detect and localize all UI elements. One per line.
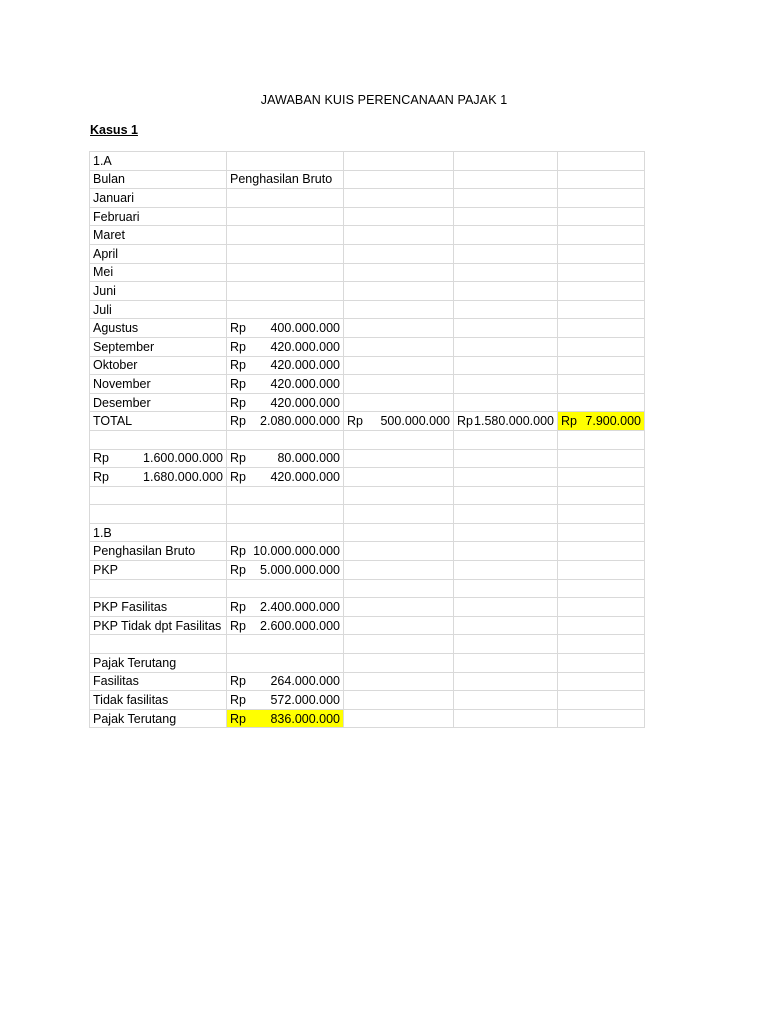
table-cell (454, 505, 558, 524)
table-cell (227, 542, 344, 561)
table-cell (558, 356, 645, 375)
table-cell (558, 393, 645, 412)
table-cell (227, 672, 344, 691)
table-row (90, 468, 645, 487)
table-cell (227, 691, 344, 710)
table-cell (558, 244, 645, 263)
table-row (90, 152, 645, 171)
table-cell (227, 282, 344, 301)
table-cell (90, 579, 227, 598)
amount-value: 2.400.000.000 (260, 600, 340, 615)
table-row (90, 561, 645, 580)
table-row (90, 691, 645, 710)
amount-value: 400.000.000 (270, 321, 340, 336)
table-cell (344, 337, 454, 356)
amount-value: 420.000.000 (270, 395, 340, 410)
table-row (90, 523, 645, 542)
table-row (90, 486, 645, 505)
table-row (90, 412, 645, 431)
table-cell (227, 152, 344, 171)
table-cell (558, 337, 645, 356)
table-cell (344, 523, 454, 542)
table-row (90, 375, 645, 394)
table-row (90, 282, 645, 301)
table-cell (454, 486, 558, 505)
table-cell: Juli (90, 300, 227, 319)
table-cell (558, 263, 645, 282)
amount-value: 10.000.000.000 (253, 544, 340, 559)
table-cell (558, 282, 645, 301)
table-cell (227, 505, 344, 524)
table-cell (344, 635, 454, 654)
table-cell (558, 319, 645, 338)
table-row (90, 319, 645, 338)
table-cell (454, 170, 558, 189)
table-cell (227, 300, 344, 319)
table-cell (454, 375, 558, 394)
table-row (90, 207, 645, 226)
table-cell (90, 449, 227, 468)
table-cell (344, 244, 454, 263)
amount-value: 420.000.000 (270, 376, 340, 391)
table-cell (227, 468, 344, 487)
table-cell (227, 561, 344, 580)
table-cell (344, 616, 454, 635)
currency-label: Rp (230, 321, 246, 336)
amount-value: 2.080.000.000 (260, 414, 340, 429)
table-row (90, 449, 645, 468)
currency-label: Rp (93, 451, 109, 466)
currency-label: Rp (457, 414, 473, 429)
table-cell (558, 468, 645, 487)
table-cell (227, 207, 344, 226)
table-cell (454, 635, 558, 654)
table-cell (344, 468, 454, 487)
table-cell (227, 579, 344, 598)
table-cell (344, 263, 454, 282)
amount-value: 420.000.000 (270, 339, 340, 354)
table-cell: 1.B (90, 523, 227, 542)
table-cell (344, 579, 454, 598)
table-cell (454, 189, 558, 208)
table-row (90, 244, 645, 263)
table-row (90, 579, 645, 598)
spreadsheet-table (89, 151, 645, 728)
amount-value: 420.000.000 (270, 469, 340, 484)
document-title: JAWABAN KUIS PERENCANAAN PAJAK 1 (260, 93, 508, 107)
currency-label: Rp (230, 600, 246, 615)
table-cell (454, 412, 558, 431)
amount-value: 264.000.000 (270, 674, 340, 689)
table-cell (454, 579, 558, 598)
table-cell: PKP Tidak dpt Fasilitas (90, 616, 227, 635)
table-cell (344, 486, 454, 505)
table-cell (227, 523, 344, 542)
table-cell (344, 152, 454, 171)
table-cell (454, 561, 558, 580)
table-cell (227, 598, 344, 617)
table-cell (454, 430, 558, 449)
table-cell (90, 635, 227, 654)
amount-value: 5.000.000.000 (260, 562, 340, 577)
table-cell (344, 654, 454, 673)
table-cell (558, 412, 645, 431)
table-cell (454, 468, 558, 487)
table-cell: November (90, 375, 227, 394)
table-cell: Pajak Terutang (90, 709, 227, 728)
amount-value: 1.580.000.000 (474, 414, 554, 429)
table-cell (344, 226, 454, 245)
currency-label: Rp (230, 469, 246, 484)
table-cell (227, 244, 344, 263)
currency-label: Rp (230, 693, 246, 708)
table-cell (344, 207, 454, 226)
currency-label: Rp (347, 414, 363, 429)
currency-label: Rp (230, 544, 246, 559)
table-row (90, 430, 645, 449)
table-cell (454, 356, 558, 375)
table-cell (558, 430, 645, 449)
table-row (90, 226, 645, 245)
table-cell (454, 207, 558, 226)
table-row (90, 189, 645, 208)
table-cell (344, 430, 454, 449)
table-row (90, 635, 645, 654)
table-cell (558, 300, 645, 319)
table-cell (454, 300, 558, 319)
amount-value: 7.900.000 (585, 414, 641, 429)
amount-value: 80.000.000 (277, 451, 340, 466)
currency-label: Rp (230, 711, 246, 726)
table-cell (227, 356, 344, 375)
table-cell (344, 319, 454, 338)
table-cell (558, 226, 645, 245)
table-cell (344, 561, 454, 580)
table-row (90, 300, 645, 319)
amount-value: 420.000.000 (270, 358, 340, 373)
currency-label: Rp (230, 451, 246, 466)
table-cell: Tidak fasilitas (90, 691, 227, 710)
table-cell (558, 207, 645, 226)
table-cell (454, 654, 558, 673)
table-cell (227, 393, 344, 412)
table-cell (90, 430, 227, 449)
table-cell (344, 505, 454, 524)
table-cell (344, 170, 454, 189)
table-cell (344, 691, 454, 710)
table-cell (558, 654, 645, 673)
table-cell: April (90, 244, 227, 263)
table-cell (227, 226, 344, 245)
table-cell: Desember (90, 393, 227, 412)
table-cell (344, 672, 454, 691)
table-cell (454, 449, 558, 468)
table-row (90, 356, 645, 375)
table-cell (454, 226, 558, 245)
currency-label: Rp (230, 358, 246, 373)
table-cell: Fasilitas (90, 672, 227, 691)
amount-value: 2.600.000.000 (260, 618, 340, 633)
table-cell (558, 691, 645, 710)
currency-label: Rp (561, 414, 577, 429)
table-cell (344, 412, 454, 431)
table-cell (454, 319, 558, 338)
table-cell (227, 189, 344, 208)
table-cell (344, 375, 454, 394)
table-cell (227, 654, 344, 673)
table-cell (227, 430, 344, 449)
table-cell (558, 505, 645, 524)
table-cell (454, 152, 558, 171)
table-cell (558, 170, 645, 189)
table-cell (227, 319, 344, 338)
table-row (90, 505, 645, 524)
table-cell: Januari (90, 189, 227, 208)
table-row (90, 616, 645, 635)
table-row (90, 170, 645, 189)
table-cell: 1.A (90, 152, 227, 171)
table-row (90, 598, 645, 617)
table-cell: Juni (90, 282, 227, 301)
table-cell: PKP Fasilitas (90, 598, 227, 617)
table-cell (90, 486, 227, 505)
table-cell (344, 449, 454, 468)
table-cell (344, 542, 454, 561)
currency-label: Rp (230, 414, 246, 429)
table-cell (558, 598, 645, 617)
table-cell (227, 375, 344, 394)
table-cell (558, 486, 645, 505)
table-cell (454, 542, 558, 561)
table-cell: Penghasilan Bruto (227, 170, 344, 189)
table-cell: Maret (90, 226, 227, 245)
table-cell (558, 616, 645, 635)
table-cell: September (90, 337, 227, 356)
table-cell (90, 468, 227, 487)
currency-label: Rp (230, 618, 246, 633)
amount-value: 836.000.000 (270, 711, 340, 726)
table-cell (558, 579, 645, 598)
table-cell (558, 523, 645, 542)
table-cell: Bulan (90, 170, 227, 189)
table-cell (344, 598, 454, 617)
table-cell (227, 449, 344, 468)
table-cell (344, 300, 454, 319)
table-row (90, 709, 645, 728)
table-cell (454, 616, 558, 635)
table-cell (227, 486, 344, 505)
amount-value: 1.680.000.000 (143, 469, 223, 484)
currency-label: Rp (230, 376, 246, 391)
table-cell (454, 282, 558, 301)
table-row (90, 672, 645, 691)
case-heading: Kasus 1 (90, 123, 138, 137)
table-cell (227, 412, 344, 431)
table-cell (454, 691, 558, 710)
table-cell (344, 393, 454, 412)
table-row (90, 654, 645, 673)
table-cell (454, 337, 558, 356)
table-cell (558, 152, 645, 171)
amount-value: 1.600.000.000 (143, 451, 223, 466)
table-cell: Agustus (90, 319, 227, 338)
amount-value: 572.000.000 (270, 693, 340, 708)
table-cell (558, 635, 645, 654)
table-cell (454, 263, 558, 282)
table-cell (227, 709, 344, 728)
currency-label: Rp (230, 395, 246, 410)
amount-value: 500.000.000 (380, 414, 450, 429)
table-cell (227, 337, 344, 356)
table-cell (227, 635, 344, 654)
table-row (90, 393, 645, 412)
table-cell (454, 244, 558, 263)
table-cell (558, 542, 645, 561)
table-cell (558, 672, 645, 691)
table-cell (454, 709, 558, 728)
table-cell (344, 709, 454, 728)
table-cell (558, 449, 645, 468)
table-cell (454, 393, 558, 412)
table-cell (344, 282, 454, 301)
table-cell (454, 523, 558, 542)
table-cell (344, 356, 454, 375)
currency-label: Rp (230, 339, 246, 354)
table-cell: Mei (90, 263, 227, 282)
table-cell (558, 375, 645, 394)
table-cell (558, 709, 645, 728)
table-row (90, 542, 645, 561)
table-cell (558, 189, 645, 208)
table-cell (227, 616, 344, 635)
table-cell (227, 263, 344, 282)
table-cell (454, 598, 558, 617)
table-row (90, 263, 645, 282)
table-cell: Pajak Terutang (90, 654, 227, 673)
table-cell: Februari (90, 207, 227, 226)
table-cell (344, 189, 454, 208)
currency-label: Rp (93, 469, 109, 484)
table-cell: TOTAL (90, 412, 227, 431)
table-cell: Penghasilan Bruto (90, 542, 227, 561)
currency-label: Rp (230, 562, 246, 577)
table-cell: PKP (90, 561, 227, 580)
table-cell: Oktober (90, 356, 227, 375)
currency-label: Rp (230, 674, 246, 689)
spreadsheet-body (90, 152, 645, 728)
table-cell (558, 561, 645, 580)
table-cell (454, 672, 558, 691)
table-row (90, 337, 645, 356)
table-cell (90, 505, 227, 524)
